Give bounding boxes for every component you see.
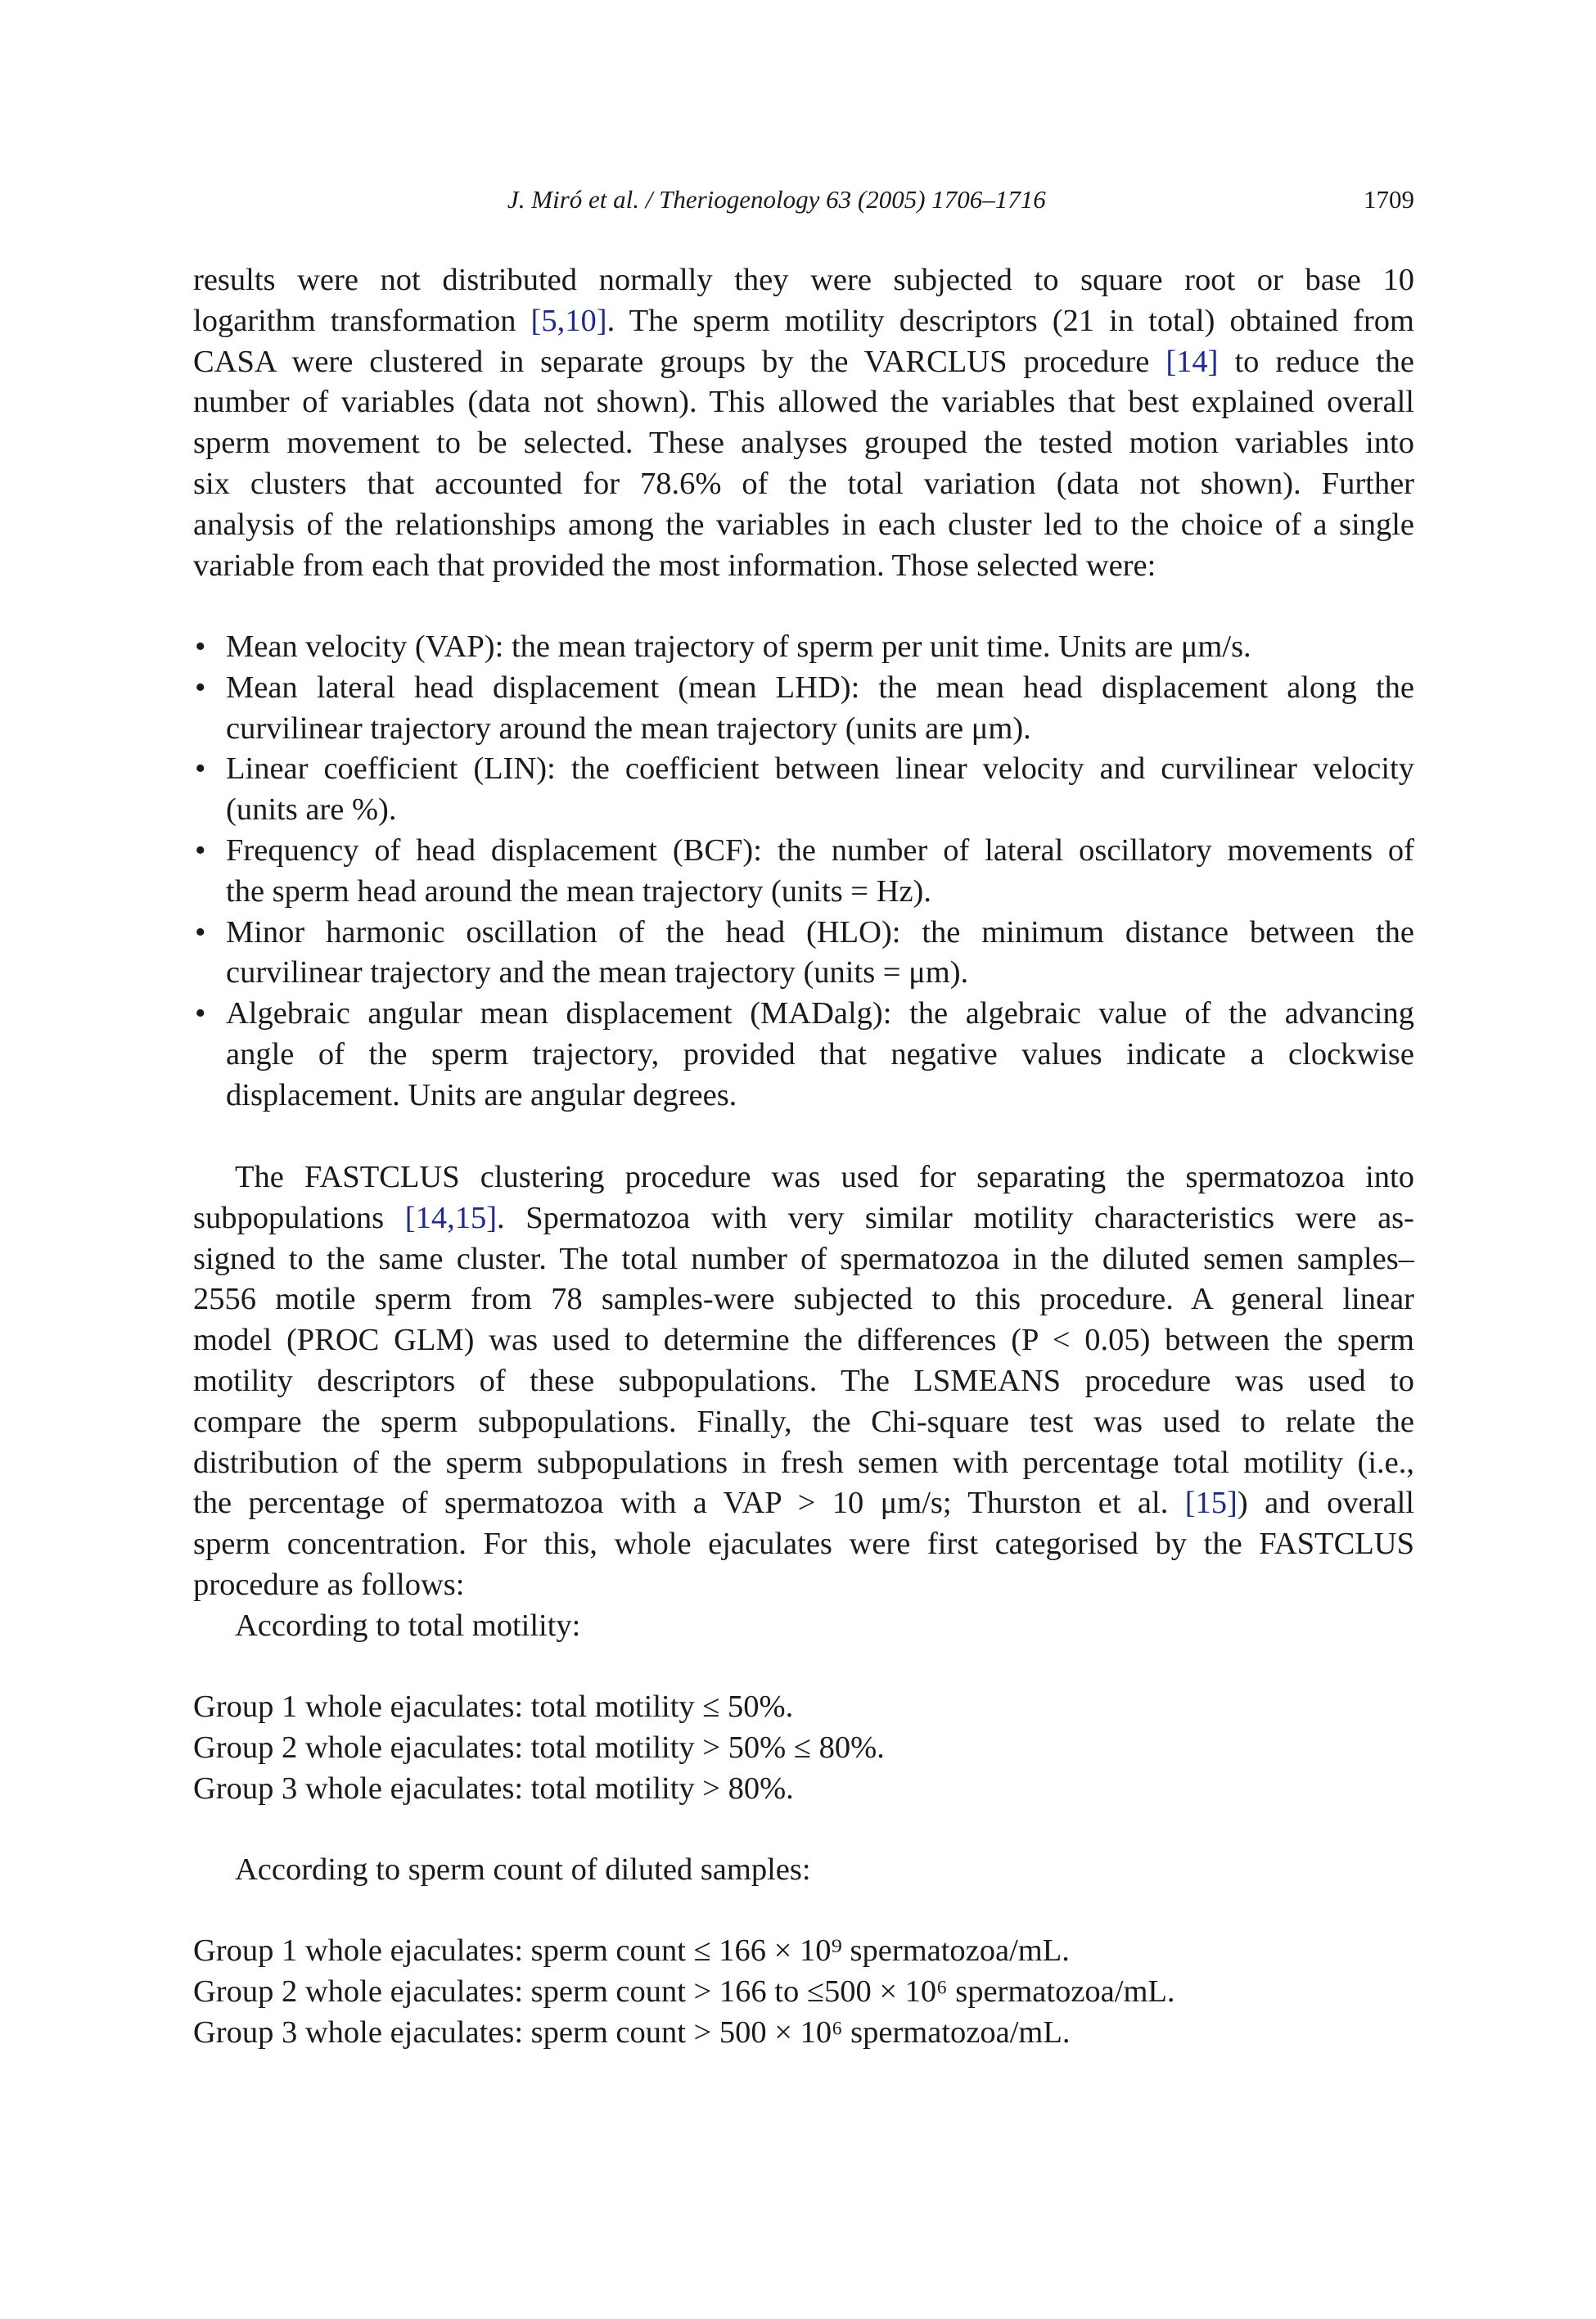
text-line: analysis of the relationships among the variables in each cluster led to the choice of a single	[193, 507, 1414, 542]
citation-link[interactable]: [15]	[1184, 1486, 1238, 1521]
bullet-item-continuation: curvilinear trajectory and the mean trajectory (units = μm).	[226, 955, 969, 990]
motility-intro: According to total motility:	[235, 1608, 581, 1643]
bullet-item: • Frequency of head displacement (BCF): the number of lateral oscillatory movements of	[193, 831, 1414, 872]
count-group-item: Group 1 whole ejaculates: sperm count ≤ 166 × 10⁹ spermatozoa/mL.	[193, 1933, 1070, 1968]
text-line: the percentage of spermatozoa with a VAP > 10 μm/s; Thurston et al. [15]) and overall	[193, 1486, 1414, 1521]
bullet-item: • Minor harmonic oscillation of the head (HLO): the minimum distance between the	[193, 913, 1414, 954]
paragraph-methods-variables	[193, 260, 1414, 586]
bullet-item-continuation: (units are %).	[226, 792, 397, 828]
bullet-icon: •	[195, 914, 206, 950]
motility-group-item: Group 1 whole ejaculates: total motility ≤ 50%.	[193, 1690, 794, 1724]
count-group-item: Group 3 whole ejaculates: sperm count > 500 × 10⁶ spermatozoa/mL.	[193, 2014, 1071, 2050]
text-line: sperm concentration. For this, whole ejaculates were first categorised by the FASTCLUS	[193, 1527, 1414, 1562]
text-line: subpopulations [14,15]. Spermatozoa with very similar motility characteristics were as-	[193, 1200, 1414, 1235]
text-line: motility descriptors of these subpopulations. The LSMEANS procedure was used to	[193, 1363, 1414, 1398]
text-line: logarithm transformation [5,10]. The sperm motility descriptors (21 in total) obtained from	[193, 303, 1414, 338]
citation-link[interactable]: [14,15]	[404, 1200, 498, 1235]
count-intro-block	[193, 1850, 1414, 1891]
count-group-item: Group 2 whole ejaculates: sperm count > 166 to ≤500 × 10⁶ spermatozoa/mL.	[193, 1974, 1175, 2009]
text-line: procedure as follows:	[193, 1567, 465, 1602]
text-line: number of variables (data not shown). This allowed the variables that best explained overall	[193, 385, 1414, 420]
text-line: CASA were clustered in separate groups by the VARCLUS procedure [14] to reduce the	[193, 344, 1414, 379]
motility-groups-list	[193, 1687, 1414, 1809]
motility-group-item: Group 2 whole ejaculates: total motility > 50% ≤ 80%.	[193, 1730, 885, 1765]
motility-group-item: Group 3 whole ejaculates: total motility > 80%.	[193, 1771, 794, 1806]
text-line: variable from each that provided the most information. Those selected were:	[193, 548, 1156, 583]
text-line: 2556 motile sperm from 78 samples-were subjected to this procedure. A general linear	[193, 1282, 1414, 1317]
text-line: sperm movement to be selected. These analyses grouped the tested motion variables into	[193, 426, 1414, 461]
bullet-item: • Mean lateral head displacement (mean LHD): the mean head displacement along the	[193, 668, 1414, 709]
bullet-item-continuation: curvilinear trajectory around the mean trajectory (units are μm).	[226, 711, 1031, 746]
running-title: J. Miró et al. / Theriogenology 63 (2005) 1706–1716	[507, 185, 1046, 214]
bullet-item: • Linear coefficient (LIN): the coefficient between linear velocity and curvilinear velocity	[193, 749, 1414, 790]
bullet-icon: •	[195, 629, 206, 664]
text-line: distribution of the sperm subpopulations in fresh semen with percentage total motility (i.e.,	[193, 1445, 1414, 1480]
citation-link[interactable]: [14]	[1165, 344, 1219, 379]
text-line: six clusters that accounted for 78.6% of the total variation (data not shown). Further	[193, 466, 1414, 501]
count-groups-list	[193, 1931, 1414, 2053]
count-intro: According to sperm count of diluted samples:	[235, 1852, 811, 1887]
paragraph-fastclus	[193, 1157, 1414, 1647]
citation-link[interactable]: [5,10]	[530, 303, 607, 338]
bullet-item: • Algebraic angular mean displacement (MADalg): the algebraic value of the advancing	[193, 994, 1414, 1035]
text-line: results were not distributed normally they were subjected to square root or base 10	[193, 263, 1414, 297]
page-number: 1709	[1364, 185, 1414, 214]
bullet-icon: •	[195, 996, 206, 1031]
bullet-item-continuation: the sperm head around the mean trajectory (units = Hz).	[226, 873, 931, 909]
bullet-icon: •	[195, 832, 206, 868]
text-line: model (PROC GLM) was used to determine the differences (P < 0.05) between the sperm	[193, 1323, 1414, 1358]
bullet-item: • Mean velocity (VAP): the mean trajectory of sperm per unit time. Units are μm/s.	[193, 627, 1414, 668]
bullet-icon: •	[195, 751, 206, 787]
bullet-item-continuation: displacement. Units are angular degrees.	[226, 1077, 737, 1112]
bullet-item-continuation: angle of the sperm trajectory, provided that negative values indicate a clockwise	[226, 1036, 1414, 1072]
text-line: compare the sperm subpopulations. Finally, the Chi-square test was used to relate the	[193, 1404, 1414, 1439]
bullet-icon: •	[195, 670, 206, 705]
text-line: The FASTCLUS clustering procedure was used for separating the spermatozoa into	[235, 1160, 1414, 1194]
variable-bullet-list	[193, 627, 1414, 1117]
text-line: signed to the same cluster. The total number of spermatozoa in the diluted semen samples–	[193, 1241, 1414, 1276]
